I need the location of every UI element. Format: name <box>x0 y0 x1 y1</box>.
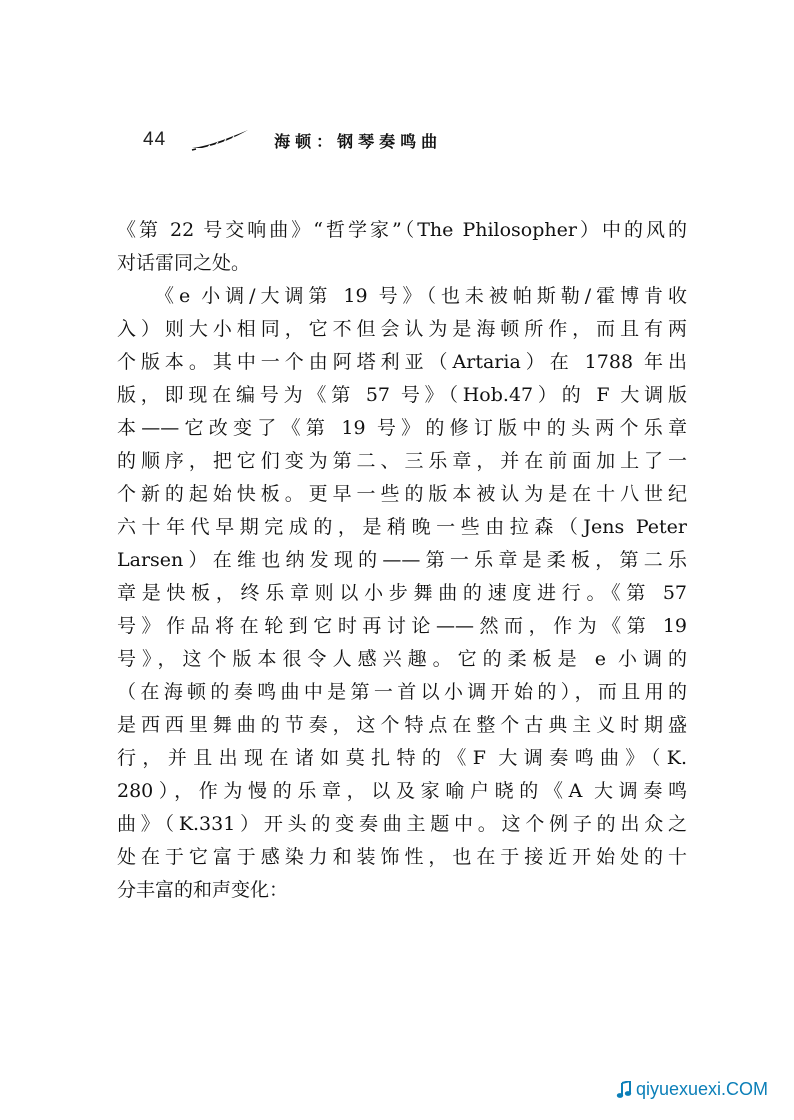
text-line: 行，并且出现在诸如莫扎特的《F 大调奏鸣曲》（K. <box>117 747 687 769</box>
quill-ornament-icon <box>190 128 250 152</box>
page-number: 44 <box>143 129 167 150</box>
text-line: 280），作为慢的乐章，以及家喻户晓的《A 大调奏鸣 <box>117 780 687 802</box>
text-line: （在海顿的奏鸣曲中是第一首以小调开始的），而且用的 <box>117 681 687 703</box>
running-header <box>143 122 442 158</box>
text-line: 号》作品将在轮到它时再讨论——然而，作为《第 19 <box>117 615 687 637</box>
text-line: 个新的起始快板。更早一些的版本被认为是在十八世纪 <box>117 483 687 505</box>
running-title: 海顿：钢琴奏鸣曲 <box>274 131 443 151</box>
text-line: 个版本。其中一个由阿塔利亚（Artaria）在 1788 年出 <box>117 351 687 373</box>
text-line: 《第 22 号交响曲》“哲学家”（The Philosopher）中的风的 <box>117 219 687 241</box>
text-line: 处在于它富于感染力和装饰性，也在于接近开始处的十 <box>117 846 687 868</box>
paragraph-first-line: 《e 小调/大调第 19 号》（也未被帕斯勒/霍博肯收 <box>155 285 687 307</box>
text-line: 版，即现在编号为《第 57 号》（Hob.47）的 F 大调版 <box>117 384 687 406</box>
text-line: 章是快板，终乐章则以小步舞曲的速度进行。《第 57 <box>117 582 687 604</box>
watermark <box>614 1079 768 1100</box>
text-line: 号》，这个版本很令人感兴趣。它的柔板是 e 小调的 <box>117 648 687 670</box>
text-line: 是西西里舞曲的节奏，这个特点在整个古典主义时期盛 <box>117 714 687 736</box>
text-line: 的顺序，把它们变为第二、三乐章，并在前面加上了一 <box>117 450 687 472</box>
music-note-icon <box>614 1080 634 1100</box>
text-line: Larsen）在维也纳发现的——第一乐章是柔板，第二乐 <box>117 549 687 571</box>
text-line: 分丰富的和声变化： <box>117 879 289 901</box>
text-line: 对话雷同之处。 <box>117 252 251 274</box>
watermark-text: qiyuexuexi.COM <box>635 1079 768 1099</box>
text-line: 六十年代早期完成的，是稍晚一些由拉森（Jens Peter <box>117 516 687 538</box>
body-text <box>117 214 687 907</box>
text-line: 入）则大小相同，它不但会认为是海顿所作，而且有两 <box>117 318 687 340</box>
text-line: 本——它改变了《第 19 号》的修订版中的头两个乐章 <box>117 417 687 439</box>
text-line: 曲》（K.331）开头的变奏曲主题中。这个例子的出众之 <box>117 813 687 835</box>
